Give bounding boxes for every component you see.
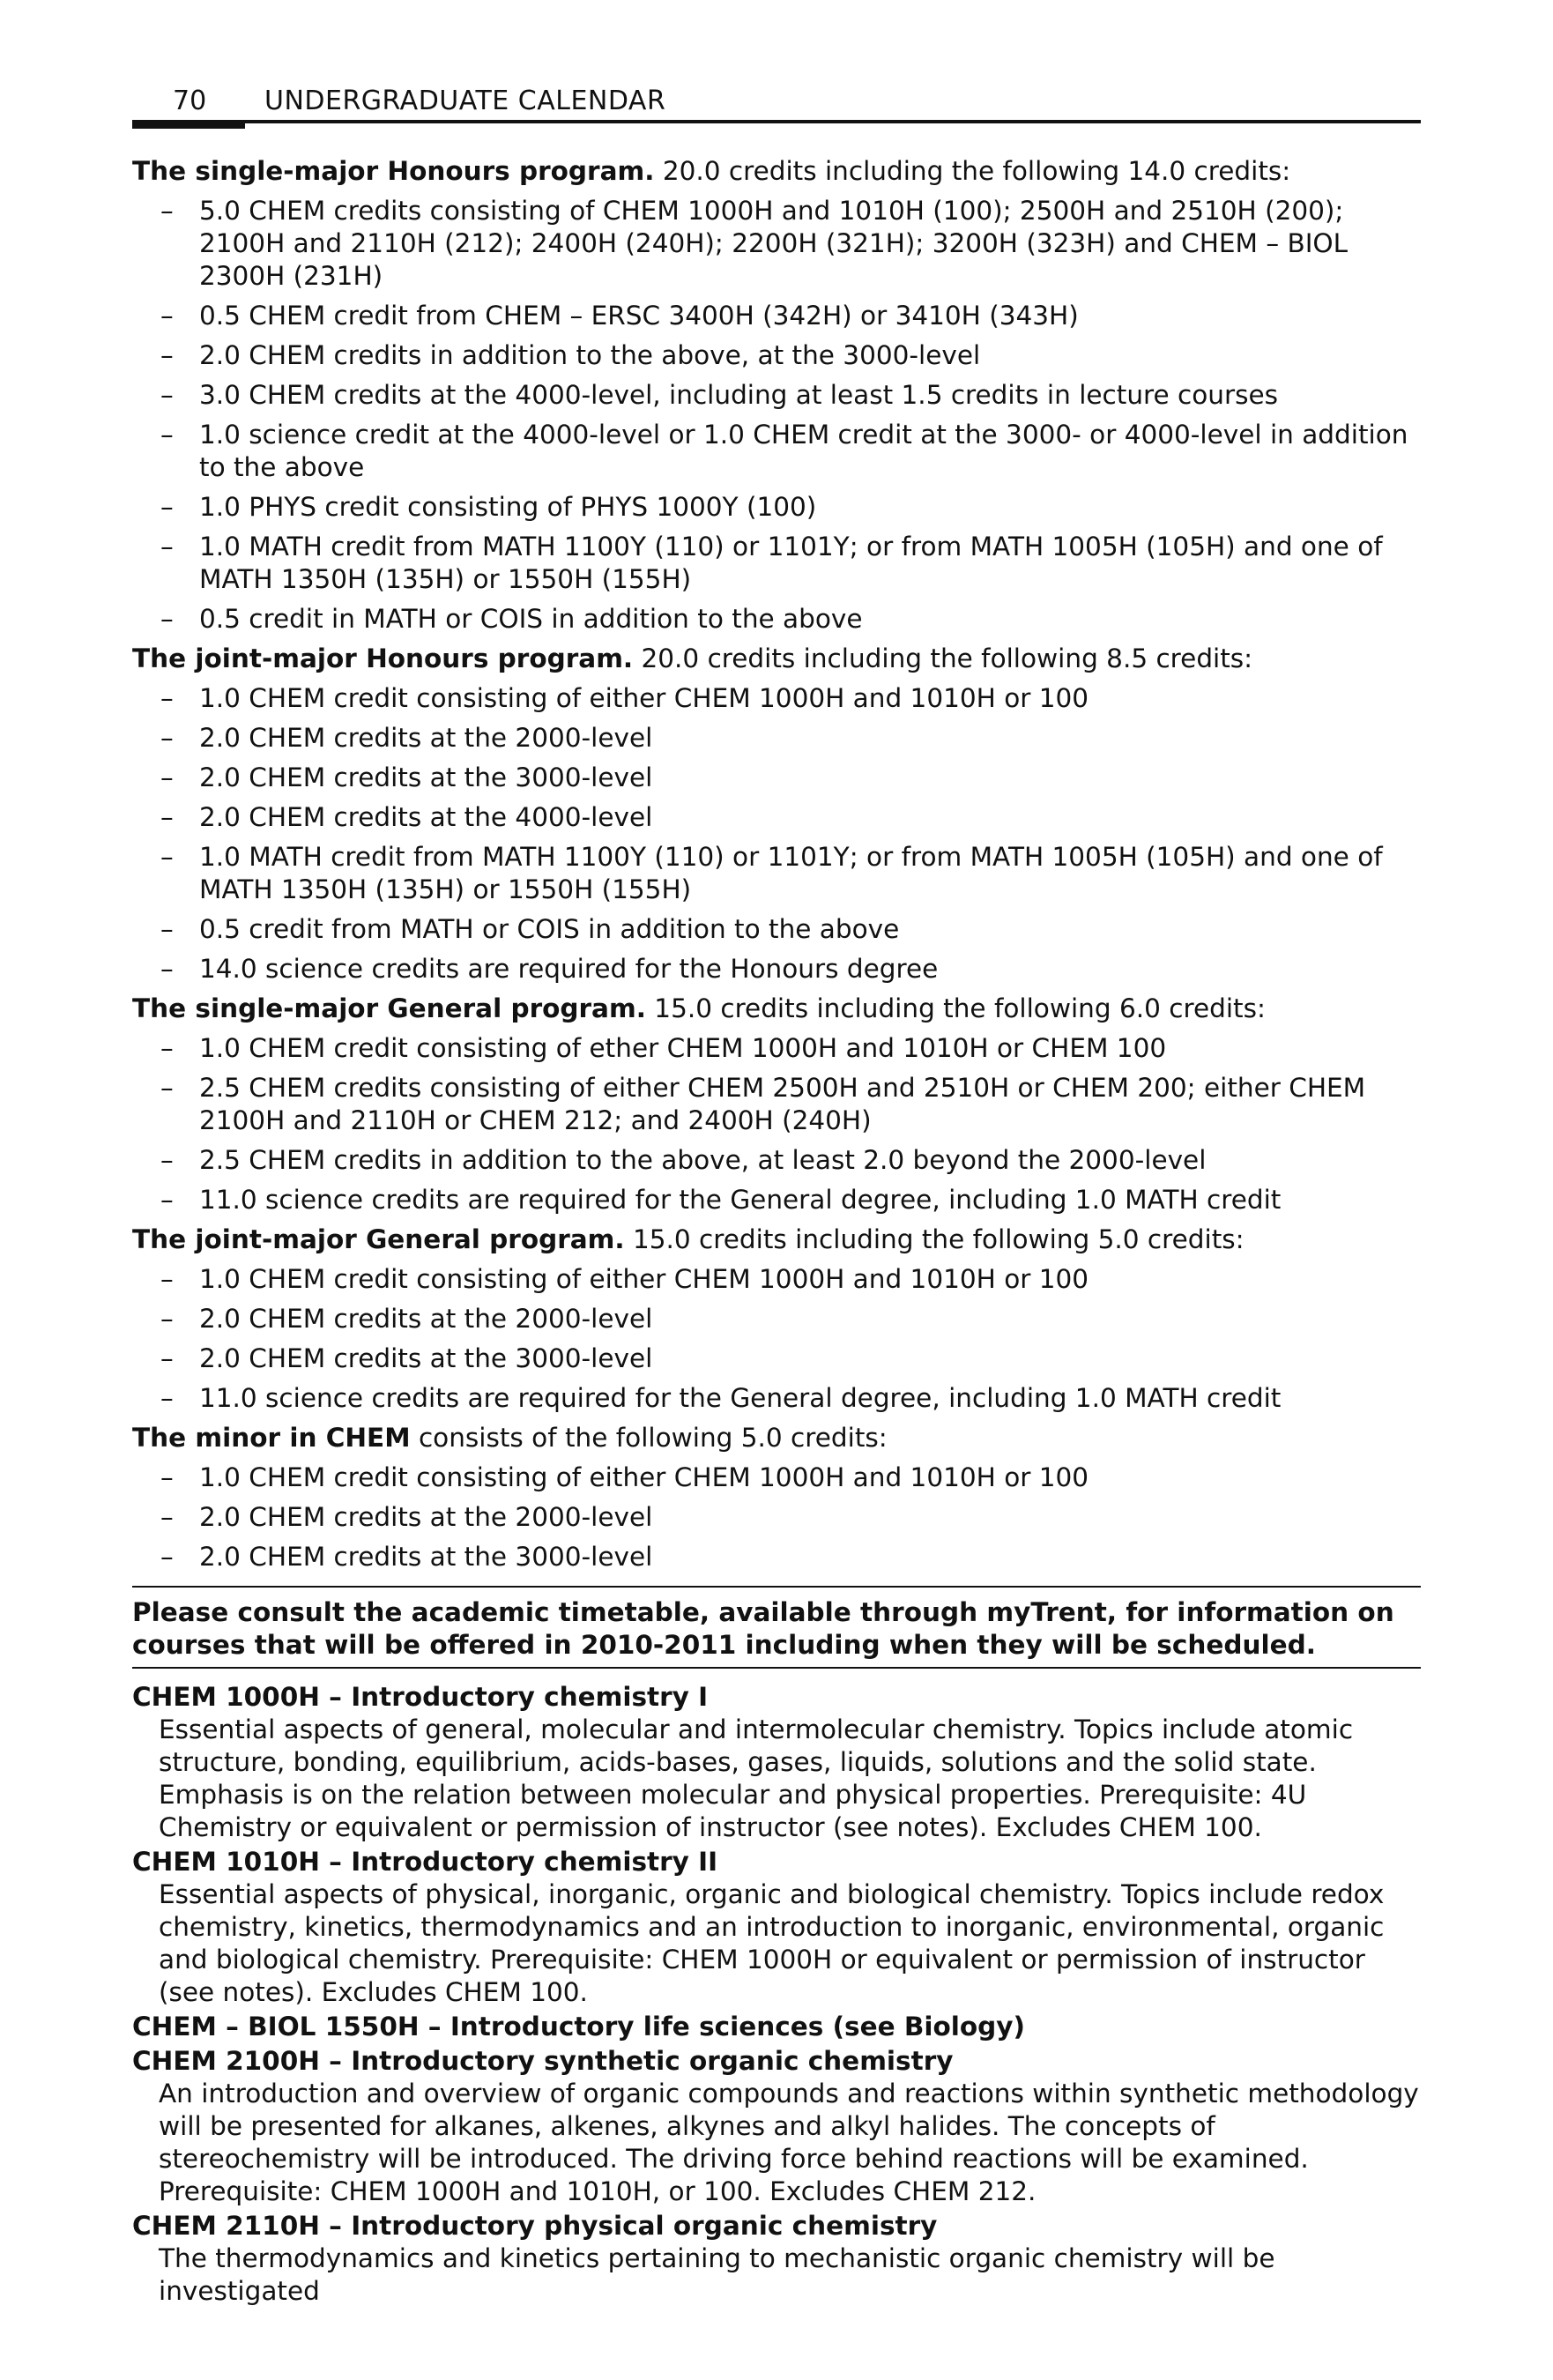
dash-bullet: – <box>160 1502 174 1532</box>
course-title: CHEM 2110H – Introductory physical organic chemistry <box>132 2211 938 2241</box>
dash-bullet: – <box>160 1462 174 1492</box>
program-intro: 20.0 credits including the following 14.0 credits: <box>654 156 1291 186</box>
program-heading <box>132 643 1421 675</box>
requirement-item <box>132 1184 1421 1216</box>
requirement-item <box>132 1263 1421 1296</box>
requirement-item <box>132 491 1421 524</box>
requirement-item <box>132 195 1421 293</box>
running-title: UNDERGRADUATE CALENDAR <box>264 86 666 116</box>
requirement-item <box>132 419 1421 484</box>
dash-bullet: – <box>160 1185 174 1215</box>
requirement-item <box>132 379 1421 412</box>
course-description: Essential aspects of general, molecular and intermolecular chemistry. Topics include atomic structure, bonding, equilibrium, acids-bases, gases, liquids, solutions and the solid state. Emphasis is on the relation between molecular and physical properties. Prerequisite: 4U Chemistry or equivalent or permission of instructor (see notes). Excludes CHEM 100. <box>159 1714 1354 1842</box>
dash-bullet: – <box>160 723 174 753</box>
page-number: 70 <box>173 86 207 116</box>
course-title: CHEM 1000H – Introductory chemistry I <box>132 1682 709 1712</box>
section-divider-bottom <box>132 1667 1421 1669</box>
requirement-item <box>132 913 1421 946</box>
requirement-list <box>132 682 1421 985</box>
program-title: The minor in CHEM <box>132 1423 411 1453</box>
requirement-item <box>132 682 1421 715</box>
requirement-text: 0.5 credit in MATH or COIS in addition to the above <box>199 604 863 634</box>
program-section <box>132 1422 1421 1573</box>
program-section <box>132 1223 1421 1415</box>
requirement-item <box>132 300 1421 332</box>
requirement-text: 1.0 CHEM credit consisting of either CHEM 1000H and 1010H or 100 <box>199 1264 1089 1294</box>
header-rule <box>132 120 1421 123</box>
program-title: The single-major General program. <box>132 993 646 1023</box>
program-section <box>132 993 1421 1216</box>
requirement-text: 1.0 PHYS credit consisting of PHYS 1000Y (100) <box>199 492 817 522</box>
dash-bullet: – <box>160 1542 174 1572</box>
requirement-list <box>132 1032 1421 1216</box>
requirement-item <box>132 1461 1421 1494</box>
requirement-text: 11.0 science credits are required for the General degree, including 1.0 MATH credit <box>199 1383 1282 1413</box>
timetable-notice: Please consult the academic timetable, available through myTrent, for information on courses that will be offered in 2010-2011 including when they will be scheduled. <box>132 1597 1394 1660</box>
dash-bullet: – <box>160 954 174 984</box>
dash-bullet: – <box>160 762 174 792</box>
dash-bullet: – <box>160 1145 174 1175</box>
requirement-item <box>132 841 1421 906</box>
requirement-item <box>132 1032 1421 1065</box>
program-section <box>132 643 1421 985</box>
requirement-text: 2.5 CHEM credits consisting of either CHEM 2500H and 2510H or CHEM 200; either CHEM 2100H and 2110H or CHEM 212; and 2400H (240H) <box>199 1073 1366 1135</box>
requirement-item <box>132 339 1421 372</box>
dash-bullet: – <box>160 532 174 562</box>
requirement-text: 2.0 CHEM credits at the 2000-level <box>199 723 653 753</box>
dash-bullet: – <box>160 842 174 872</box>
dash-bullet: – <box>160 604 174 634</box>
dash-bullet: – <box>160 1304 174 1334</box>
program-intro: 15.0 credits including the following 5.0 credits: <box>624 1224 1245 1254</box>
course-listings <box>132 1681 1421 2308</box>
course-title: CHEM 1010H – Introductory chemistry II <box>132 1847 718 1877</box>
requirement-text: 11.0 science credits are required for the General degree, including 1.0 MATH credit <box>199 1185 1282 1215</box>
requirement-text: 2.0 CHEM credits at the 3000-level <box>199 762 653 792</box>
requirement-item <box>132 1382 1421 1415</box>
dash-bullet: – <box>160 1343 174 1373</box>
requirement-text: 2.5 CHEM credits in addition to the above, at least 2.0 beyond the 2000-level <box>199 1145 1207 1175</box>
program-heading <box>132 993 1421 1025</box>
course-title: CHEM 2100H – Introductory synthetic organic chemistry <box>132 2046 954 2076</box>
dash-bullet: – <box>160 683 174 713</box>
requirement-list <box>132 195 1421 636</box>
header-tab-bar <box>132 120 245 129</box>
program-intro: 15.0 credits including the following 6.0 credits: <box>645 993 1266 1023</box>
page-content <box>132 155 1421 2309</box>
requirement-text: 2.0 CHEM credits at the 3000-level <box>199 1343 653 1373</box>
program-title: The joint-major Honours program. <box>132 643 634 673</box>
requirement-item <box>132 722 1421 755</box>
program-heading <box>132 1223 1421 1256</box>
program-section <box>132 155 1421 636</box>
dash-bullet: – <box>160 340 174 370</box>
program-requirements <box>132 155 1421 1573</box>
program-intro: 20.0 credits including the following 8.5 credits: <box>633 643 1253 673</box>
dash-bullet: – <box>160 1383 174 1413</box>
course-title: CHEM – BIOL 1550H – Introductory life sciences (see Biology) <box>132 2012 1025 2042</box>
requirement-text: 2.0 CHEM credits in addition to the above, at the 3000-level <box>199 340 981 370</box>
requirement-list <box>132 1461 1421 1573</box>
page-header <box>132 81 1421 129</box>
program-title: The single-major Honours program. <box>132 156 655 186</box>
program-heading <box>132 155 1421 188</box>
requirement-item <box>132 1144 1421 1177</box>
requirement-text: 0.5 CHEM credit from CHEM – ERSC 3400H (342H) or 3410H (343H) <box>199 301 1079 331</box>
requirement-item <box>132 1541 1421 1573</box>
dash-bullet: – <box>160 1264 174 1294</box>
course-description: An introduction and overview of organic compounds and reactions within synthetic methodology will be presented for alkanes, alkenes, alkynes and alkyl halides. The concepts of stereochemistry will be introduced. The driving force behind reactions will be examined. Prerequisite: CHEM 1000H and 1010H, or 100. Excludes CHEM 212. <box>159 2079 1419 2206</box>
course-description: Essential aspects of physical, inorganic, organic and biological chemistry. Topics include redox chemistry, kinetics, thermodynamics and an introduction to inorganic, environmental, organic and biological chemistry. Prerequisite: CHEM 1000H or equivalent or permission of instructor (see notes). Excludes CHEM 100. <box>159 1879 1385 2007</box>
requirement-text: 1.0 CHEM credit consisting of either CHEM 1000H and 1010H or 100 <box>199 1462 1089 1492</box>
requirement-item <box>132 801 1421 834</box>
program-title: The joint-major General program. <box>132 1224 625 1254</box>
dash-bullet: – <box>160 420 174 450</box>
requirement-text: 1.0 CHEM credit consisting of either CHEM 1000H and 1010H or 100 <box>199 683 1089 713</box>
course-description: The thermodynamics and kinetics pertaining to mechanistic organic chemistry will be investigated <box>159 2243 1275 2306</box>
requirement-item <box>132 1303 1421 1335</box>
dash-bullet: – <box>160 492 174 522</box>
requirement-item <box>132 953 1421 985</box>
requirement-text: 3.0 CHEM credits at the 4000-level, including at least 1.5 credits in lecture courses <box>199 380 1279 410</box>
dash-bullet: – <box>160 380 174 410</box>
requirement-text: 1.0 CHEM credit consisting of ether CHEM 1000H and 1010H or CHEM 100 <box>199 1033 1167 1063</box>
requirement-item <box>132 762 1421 794</box>
dash-bullet: – <box>160 196 174 226</box>
course-entry <box>132 1846 1421 2009</box>
dash-bullet: – <box>160 301 174 331</box>
dash-bullet: – <box>160 1033 174 1063</box>
requirement-item <box>132 1072 1421 1137</box>
course-entry <box>132 2011 1421 2043</box>
requirement-text: 1.0 MATH credit from MATH 1100Y (110) or 1101Y; or from MATH 1005H (105H) and one of MATH 1350H (135H) or 1550H (155H) <box>199 532 1383 594</box>
course-entry <box>132 2045 1421 2208</box>
requirement-text: 14.0 science credits are required for the Honours degree <box>199 954 939 984</box>
program-intro: consists of the following 5.0 credits: <box>410 1423 888 1453</box>
requirement-item <box>132 531 1421 596</box>
requirement-list <box>132 1263 1421 1415</box>
requirement-item <box>132 603 1421 636</box>
requirement-text: 2.0 CHEM credits at the 2000-level <box>199 1502 653 1532</box>
requirement-item <box>132 1501 1421 1534</box>
requirement-text: 1.0 science credit at the 4000-level or 1.0 CHEM credit at the 3000- or 4000-level in addition to the above <box>199 420 1408 482</box>
dash-bullet: – <box>160 802 174 832</box>
course-entry <box>132 1681 1421 1844</box>
requirement-text: 5.0 CHEM credits consisting of CHEM 1000H and 1010H (100); 2500H and 2510H (200); 2100H and 2110H (212); 2400H (240H); 2200H (321H); 3200H (323H) and CHEM – BIOL 2300H (231H) <box>199 196 1349 291</box>
dash-bullet: – <box>160 1073 174 1103</box>
requirement-text: 0.5 credit from MATH or COIS in addition to the above <box>199 914 900 944</box>
requirement-text: 1.0 MATH credit from MATH 1100Y (110) or 1101Y; or from MATH 1005H (105H) and one of MATH 1350H (135H) or 1550H (155H) <box>199 842 1383 904</box>
requirement-text: 2.0 CHEM credits at the 4000-level <box>199 802 653 832</box>
requirement-item <box>132 1342 1421 1375</box>
requirement-text: 2.0 CHEM credits at the 2000-level <box>199 1304 653 1334</box>
requirement-text: 2.0 CHEM credits at the 3000-level <box>199 1542 653 1572</box>
dash-bullet: – <box>160 914 174 944</box>
course-entry <box>132 2210 1421 2308</box>
program-heading <box>132 1422 1421 1454</box>
